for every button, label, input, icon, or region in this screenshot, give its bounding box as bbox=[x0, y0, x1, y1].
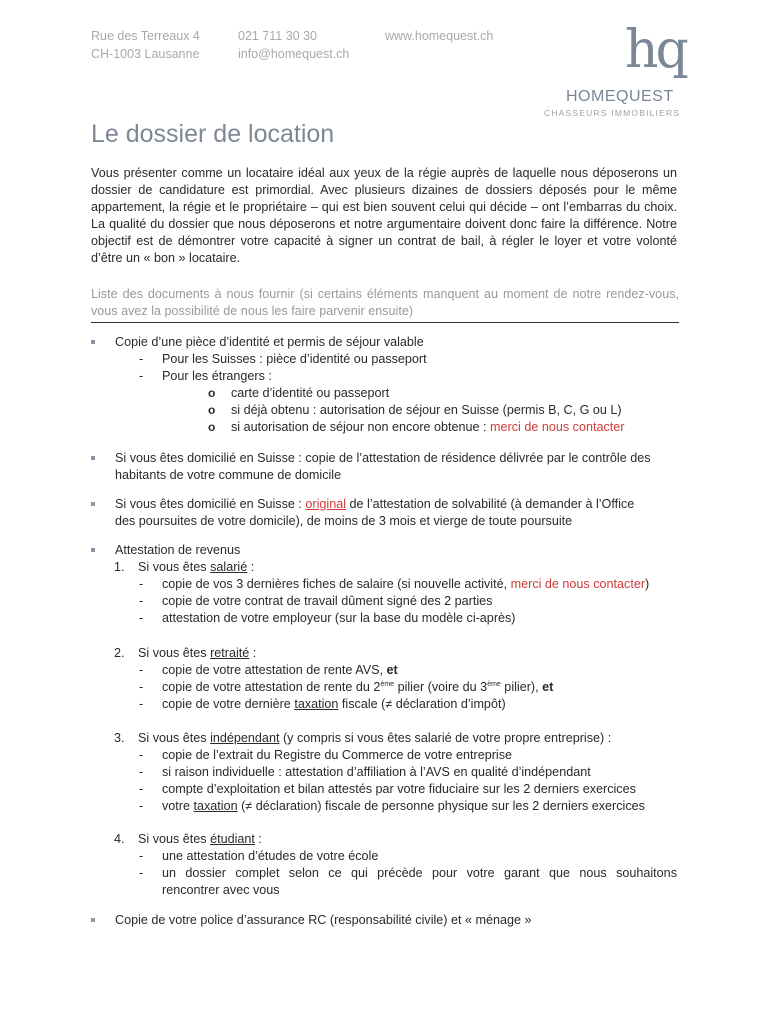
dash: - bbox=[139, 611, 144, 625]
dash: - bbox=[139, 680, 144, 694]
section-colon: : bbox=[254, 832, 262, 846]
dash: - bbox=[139, 369, 144, 383]
pillar-post: pilier), bbox=[500, 680, 543, 694]
item-identity-foreign-sub3 bbox=[231, 419, 624, 436]
self-employed-term: indépendant bbox=[210, 731, 280, 745]
payslips-close: ) bbox=[645, 577, 650, 591]
employee-payslips bbox=[162, 576, 649, 593]
self-employed-avs: si raison individuelle : attestation d’affiliation à l’AVS en qualité d’indépendant bbox=[162, 765, 591, 779]
bullet-square bbox=[91, 456, 95, 460]
section-student bbox=[138, 831, 262, 848]
section-colon: : bbox=[247, 560, 255, 574]
employee-term: salarié bbox=[210, 560, 248, 574]
item-residence bbox=[115, 450, 651, 484]
section-number: 4. bbox=[114, 832, 125, 846]
website-link[interactable]: www.homequest.ch bbox=[385, 29, 494, 43]
pillar-mid: pilier (voire du 3 bbox=[394, 680, 488, 694]
item-identity-foreign: Pour les étrangers : bbox=[162, 369, 272, 383]
original-note: original bbox=[305, 497, 347, 511]
section-number: 3. bbox=[114, 731, 125, 745]
item-income: Attestation de revenus bbox=[115, 543, 241, 557]
student-attestation: une attestation d’études de votre école bbox=[162, 849, 379, 863]
contact-us-note: merci de nous contacter bbox=[490, 420, 625, 434]
solvency-post: de l’attestation de solvabilité (à demander à l’Office bbox=[346, 497, 635, 511]
taxation-text: copie de votre dernière bbox=[162, 697, 295, 711]
self-employed-registry: copie de l’extrait du Registre du Commerce de votre entreprise bbox=[162, 748, 512, 762]
dash: - bbox=[139, 799, 144, 813]
taxation-text: votre bbox=[162, 799, 194, 813]
logo-name: HOMEQUEST bbox=[566, 88, 674, 105]
dash: - bbox=[139, 765, 144, 779]
homequest-logo bbox=[544, 20, 690, 124]
section-label: Si vous êtes bbox=[138, 832, 211, 846]
phone-number: 021 711 30 30 bbox=[238, 29, 318, 43]
dash: - bbox=[139, 577, 144, 591]
dash: - bbox=[139, 782, 144, 796]
item-solvency bbox=[115, 496, 634, 530]
dash: - bbox=[139, 849, 144, 863]
section-colon: : bbox=[249, 646, 257, 660]
item-identity-swiss: Pour les Suisses : pièce d’identité ou passeport bbox=[162, 352, 427, 366]
circle-bullet: o bbox=[208, 403, 216, 417]
section-label: Si vous êtes bbox=[138, 646, 211, 660]
logo-mark: hq bbox=[625, 20, 686, 80]
retired-taxation bbox=[162, 696, 506, 713]
taxation-term: taxation bbox=[193, 799, 238, 813]
section-retired bbox=[138, 645, 256, 662]
item-insurance: Copie de votre police d’assurance RC (responsabilité civile) et « ménage » bbox=[115, 913, 532, 927]
section-label: Si vous êtes bbox=[138, 731, 211, 745]
and-bold: et bbox=[386, 663, 398, 677]
dash: - bbox=[139, 748, 144, 762]
solvency-line2: des poursuites de votre domicile), de moins de 3 mois et vierge de toute poursuite bbox=[115, 514, 573, 528]
page-title: Le dossier de location bbox=[91, 120, 335, 148]
bullet-square bbox=[91, 340, 95, 344]
dash: - bbox=[139, 697, 144, 711]
taxation-term: taxation bbox=[294, 697, 339, 711]
list-heading: Liste des documents à nous fournir (si certains éléments manquent au moment de notre rendez-vous, vous avez la possibilité de nous les faire parvenir ensuite) bbox=[91, 286, 679, 323]
circle-bullet: o bbox=[208, 386, 216, 400]
taxation-post: (≠ déclaration) fiscale de personne physique sur les 2 derniers exercices bbox=[237, 799, 645, 813]
solvency-pre: Si vous êtes domicilié en Suisse : bbox=[115, 497, 306, 511]
section-number: 2. bbox=[114, 646, 125, 660]
bullet-square bbox=[91, 918, 95, 922]
employee-contract: copie de votre contrat de travail dûment signé des 2 parties bbox=[162, 594, 493, 608]
item-residence-line1: Si vous êtes domicilié en Suisse : copie de l’attestation de résidence délivrée par le contrôle des bbox=[115, 451, 651, 465]
sub3-text: si autorisation de séjour non encore obtenue : bbox=[231, 420, 491, 434]
taxation-post: fiscale (≠ déclaration d’impôt) bbox=[338, 697, 506, 711]
and-bold: et bbox=[542, 680, 554, 694]
superscript: ème bbox=[380, 681, 395, 688]
logo-tagline: CHASSEURS IMMOBILIERS bbox=[544, 108, 681, 118]
dash: - bbox=[139, 866, 144, 880]
student-term: étudiant bbox=[210, 832, 255, 846]
contact-block bbox=[238, 27, 349, 63]
retired-pillar bbox=[162, 679, 553, 696]
item-identity: Copie d’une pièce d’identité et permis de séjour valable bbox=[115, 335, 424, 349]
address-line-1: Rue des Terreaux 4 bbox=[91, 29, 200, 43]
intro-paragraph: Vous présenter comme un locataire idéal aux yeux de la régie auprès de laquelle nous déposerons un dossier de candidature est primordial. Avec plusieurs dizaines de dossiers déposés pour le même appartement, la régie et le propriétaire – qui est bien souvent celui qui décide – ont l’embarras du choix. La qualité du dossier que nous déposerons et notre argumentaire doivent donc faire la différence. Notre objectif est de démontrer votre capacité à signer un contrat de bail, à régler le loyer et votre volonté d’être un « bon » locataire. bbox=[91, 166, 677, 265]
student-guarantor-line2: rencontrer avec vous bbox=[162, 883, 280, 897]
pillar-text: copie de votre attestation de rente du 2 bbox=[162, 680, 381, 694]
item-residence-line2: habitants de votre commune de domicile bbox=[115, 468, 342, 482]
item-identity-foreign-sub2: si déjà obtenu : autorisation de séjour en Suisse (permis B, C, G ou L) bbox=[231, 403, 622, 417]
dash: - bbox=[139, 663, 144, 677]
email-link[interactable]: info@homequest.ch bbox=[238, 47, 350, 61]
payslips-text: copie de vos 3 dernières fiches de salaire (si nouvelle activité, bbox=[162, 577, 511, 591]
section-number: 1. bbox=[114, 560, 125, 574]
avs-text: copie de votre attestation de rente AVS, bbox=[162, 663, 387, 677]
section-label: Si vous êtes bbox=[138, 560, 211, 574]
section-desc: (y compris si vous êtes salarié de votre propre entreprise) : bbox=[279, 731, 612, 745]
section-self-employed bbox=[138, 730, 611, 747]
superscript: ème bbox=[487, 681, 501, 688]
retired-term: retraité bbox=[210, 646, 250, 660]
address-line-2: CH-1003 Lausanne bbox=[91, 47, 200, 61]
dash: - bbox=[139, 594, 144, 608]
employee-attestation: attestation de votre employeur (sur la base du modèle ci-après) bbox=[162, 611, 516, 625]
contact-us-note: merci de nous contacter bbox=[510, 577, 646, 591]
retired-avs bbox=[162, 662, 398, 679]
self-employed-accounts: compte d’exploitation et bilan attestés par votre fiduciaire sur les 2 derniers exercices bbox=[162, 782, 636, 796]
section-employee bbox=[138, 559, 254, 576]
address-block bbox=[91, 27, 200, 63]
item-identity-foreign-sub1: carte d’identité ou passeport bbox=[231, 386, 390, 400]
dash: - bbox=[139, 352, 144, 366]
bullet-square bbox=[91, 502, 95, 506]
circle-bullet: o bbox=[208, 420, 216, 434]
student-guarantor-line1: un dossier complet selon ce qui précède pour votre garant que nous souhaitons bbox=[162, 866, 677, 880]
bullet-square bbox=[91, 548, 95, 552]
self-employed-taxation bbox=[162, 798, 645, 815]
